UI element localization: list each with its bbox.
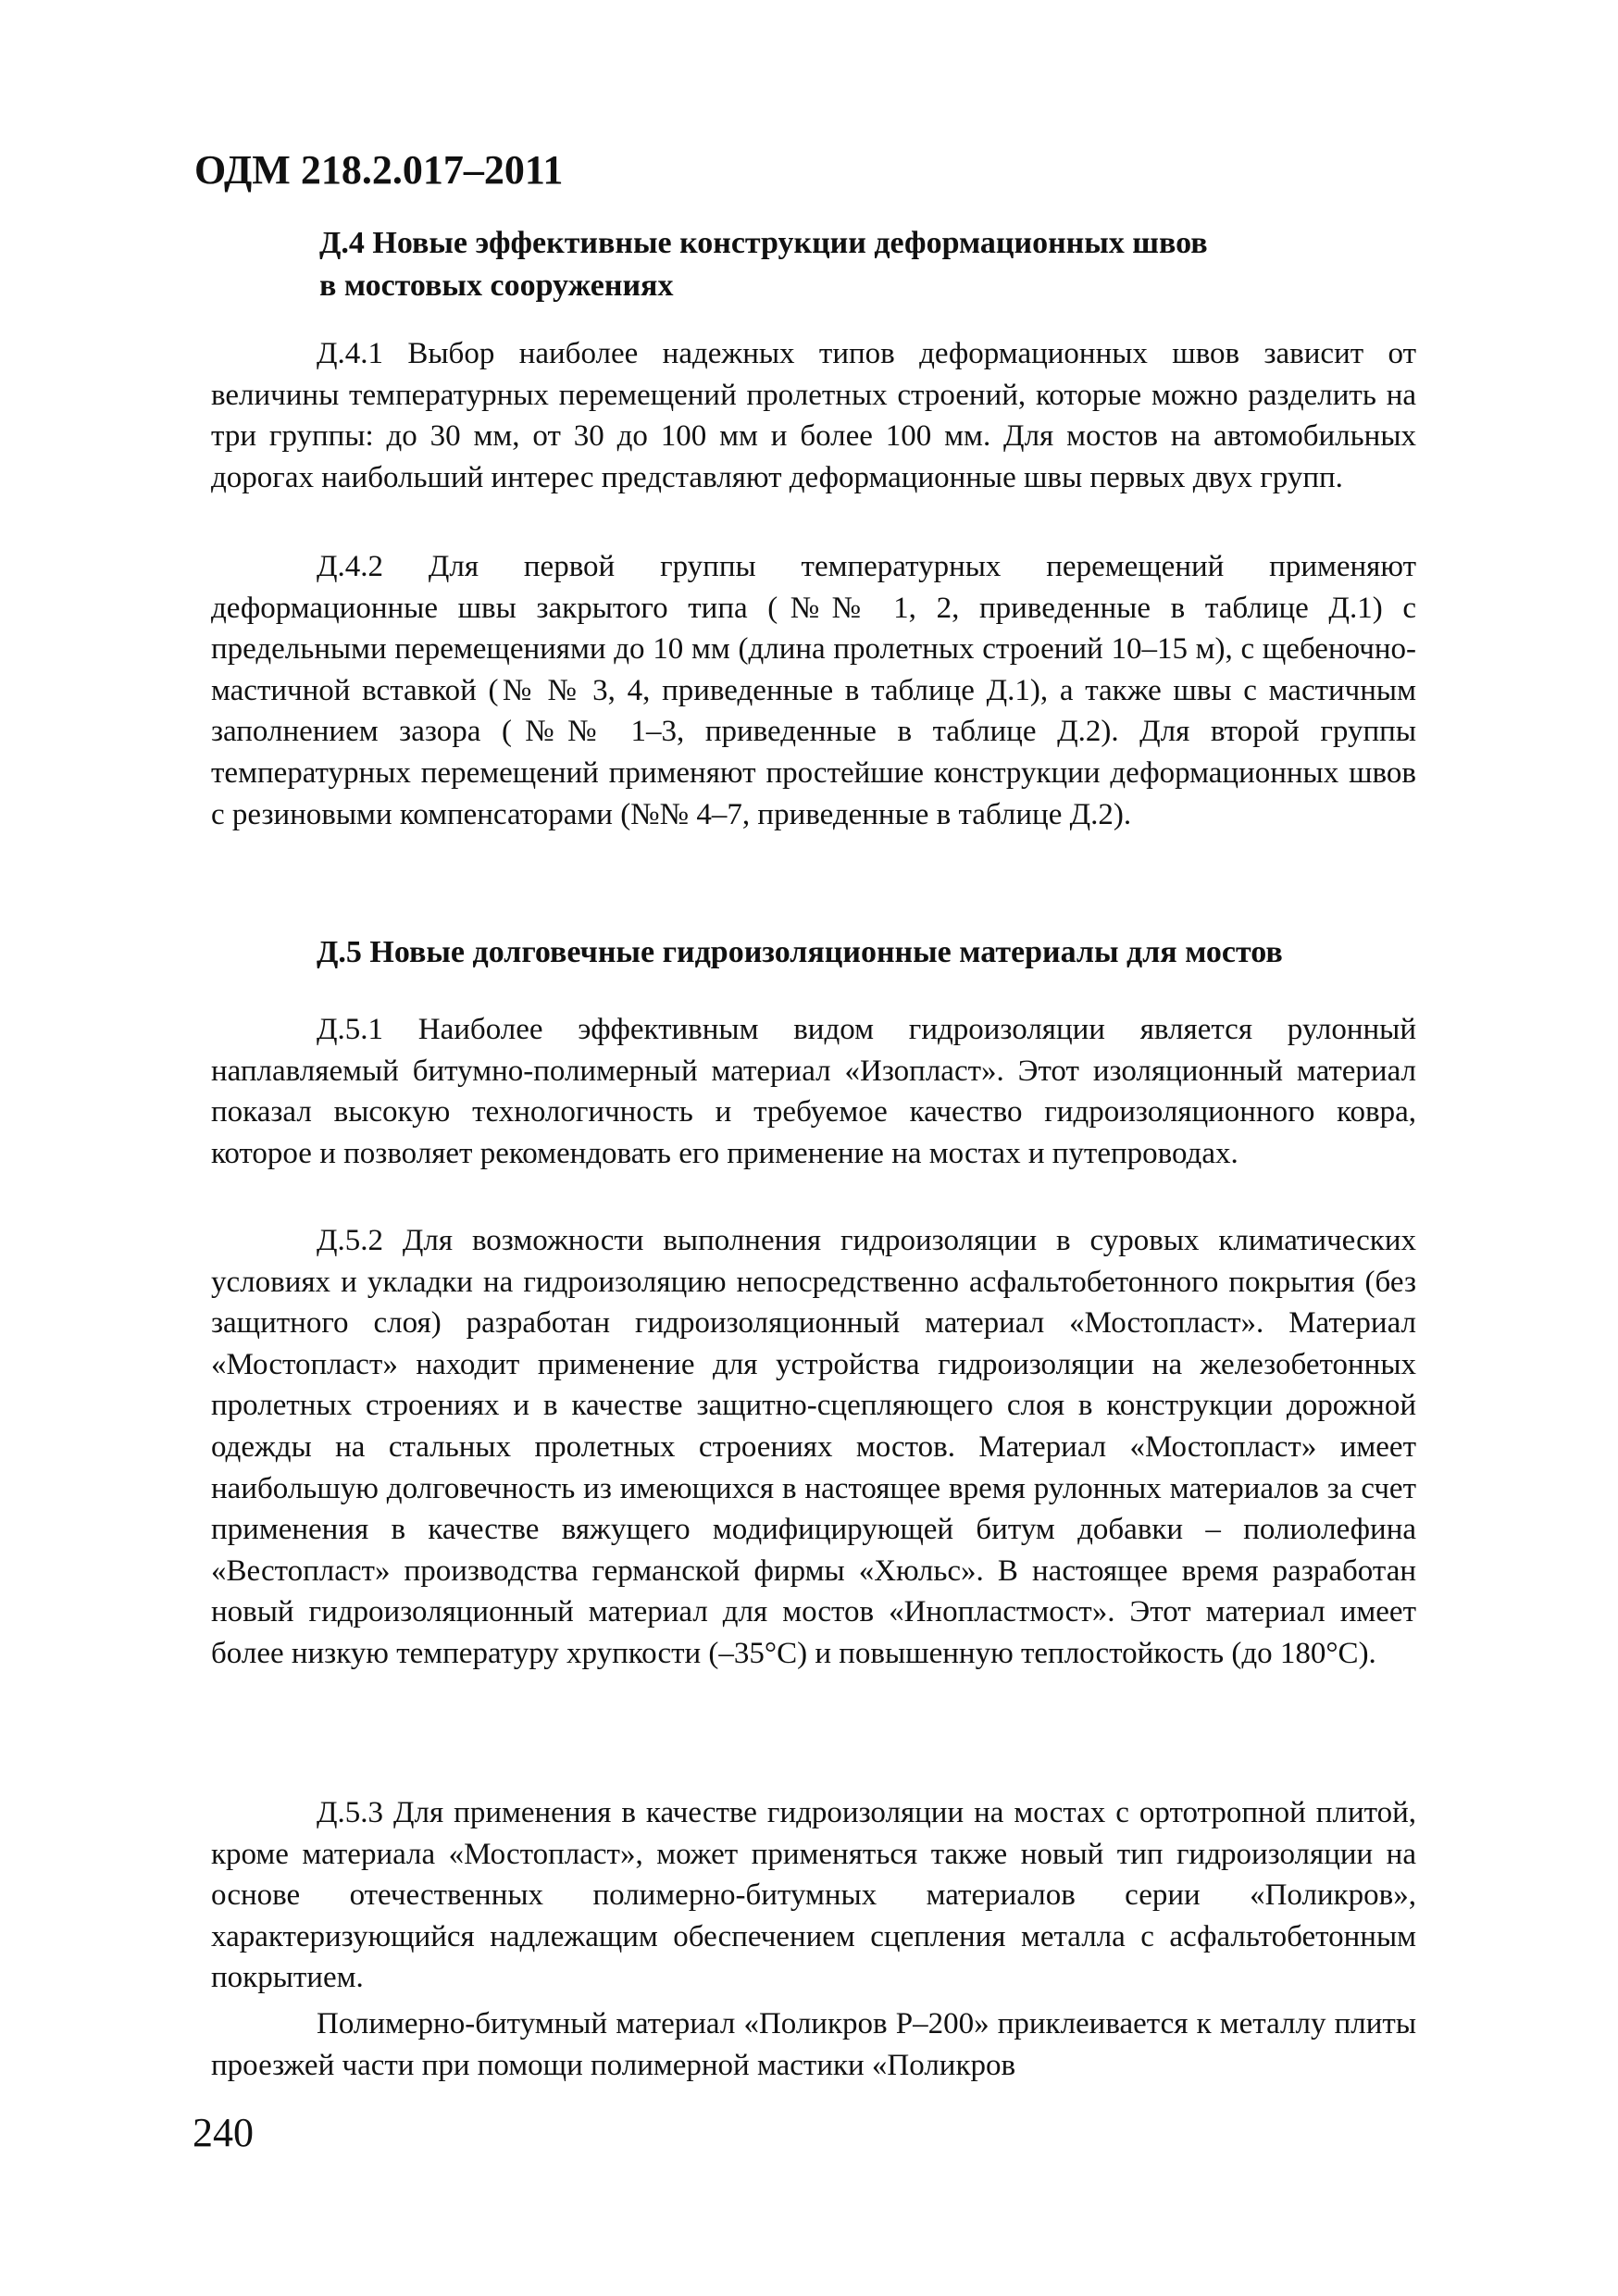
document-code-header: ОДМ 218.2.017–2011 bbox=[194, 147, 564, 193]
paragraph-d4-1: Д.4.1 Выбор наиболее надежных типов деформационных швов зависит от величины температурных перемещений пролетных строений, которые можно разделить на три группы: до 30 мм, от 30 до 100 мм и более 100 мм. Для мостов на автомобильных дорогах наибольший интерес представляют деформационные швы первых двух групп. bbox=[211, 337, 1416, 494]
paragraph-d5-1: Д.5.1 Наиболее эффективным видом гидроизоляции является рулонный наплавляемый битумно-полимерный материал «Изопласт». Этот изоляционный материал показал высокую технологичность и требуемое качество гидроизоляционного ковра, которое и позволяет рекомендовать его применение на мостах и путепроводах. bbox=[211, 1013, 1416, 1170]
section-d4-heading-line2: в мостовых сооружениях bbox=[319, 268, 674, 303]
paragraph-d5-3: Д.5.3 Для применения в качестве гидроизоляции на мостах с ортотропной плитой, кроме материала «Мостопласт», может применяться также новый тип гидроизоляции на основе отечественных полимерно-битумных материалов серии «Поликров», характеризующийся надлежащим обеспечением сцепления металла с асфальтобетонным покрытием. bbox=[211, 1796, 1416, 1995]
section-d4-heading-line1: Д.4 Новые эффективные конструкции деформационных швов bbox=[319, 226, 1208, 260]
page-number: 240 bbox=[193, 2110, 254, 2155]
paragraph-d4-2: Д.4.2 Для первой группы температурных перемещений применяют деформационные швы закрытого типа (№№ 1, 2, приведенные в таблице Д.1) с предельными перемещениями до 10 мм (длина пролетных строений 10–15 м), с щебеночно-мастичной вставкой (№ № 3, 4, приведенные в таблице Д.1), а также швы с мастичным заполнением зазора (№№ 1–3, приведенные в таблице Д.2). Для второй группы температурных перемещений применяют простейшие конструкции деформационных швов с резиновыми компенсаторами (№№ 4–7, приведенные в таблице Д.2). bbox=[211, 550, 1416, 831]
paragraph-d5-4: Полимерно-битумный материал «Поликров Р–200» приклеивается к металлу плиты проезжей части при помощи полимерной мастики «Поликров bbox=[211, 2007, 1416, 2082]
paragraph-d5-2: Д.5.2 Для возможности выполнения гидроизоляции в суровых климатических условиях и укладки на гидроизоляцию непосредственно асфальтобетонного покрытия (без защитного слоя) разработан гидроизоляционный материал «Мостопласт». Материал «Мостопласт» находит применение для устройства гидроизоляции на железобетонных пролетных строениях и в качестве защитно-сцепляющего слоя в конструкции дорожной одежды на стальных пролетных строениях мостов. Материал «Мостопласт» имеет наибольшую долговечность из имеющихся в настоящее время рулонных материалов за счет применения в качестве вяжущего модифицирующей битум добавки – полиолефина «Вестопласт» производства германской фирмы «Хюльс». В настоящее время разработан новый гидроизоляционный материал для мостов «Инопластмост». Этот материал имеет более низкую температуру хрупкости (–35°С) и повышенную теплостойкость (до 180°С). bbox=[211, 1224, 1416, 1670]
section-d5-heading: Д.5 Новые долговечные гидроизоляционные материалы для мостов bbox=[317, 935, 1283, 969]
